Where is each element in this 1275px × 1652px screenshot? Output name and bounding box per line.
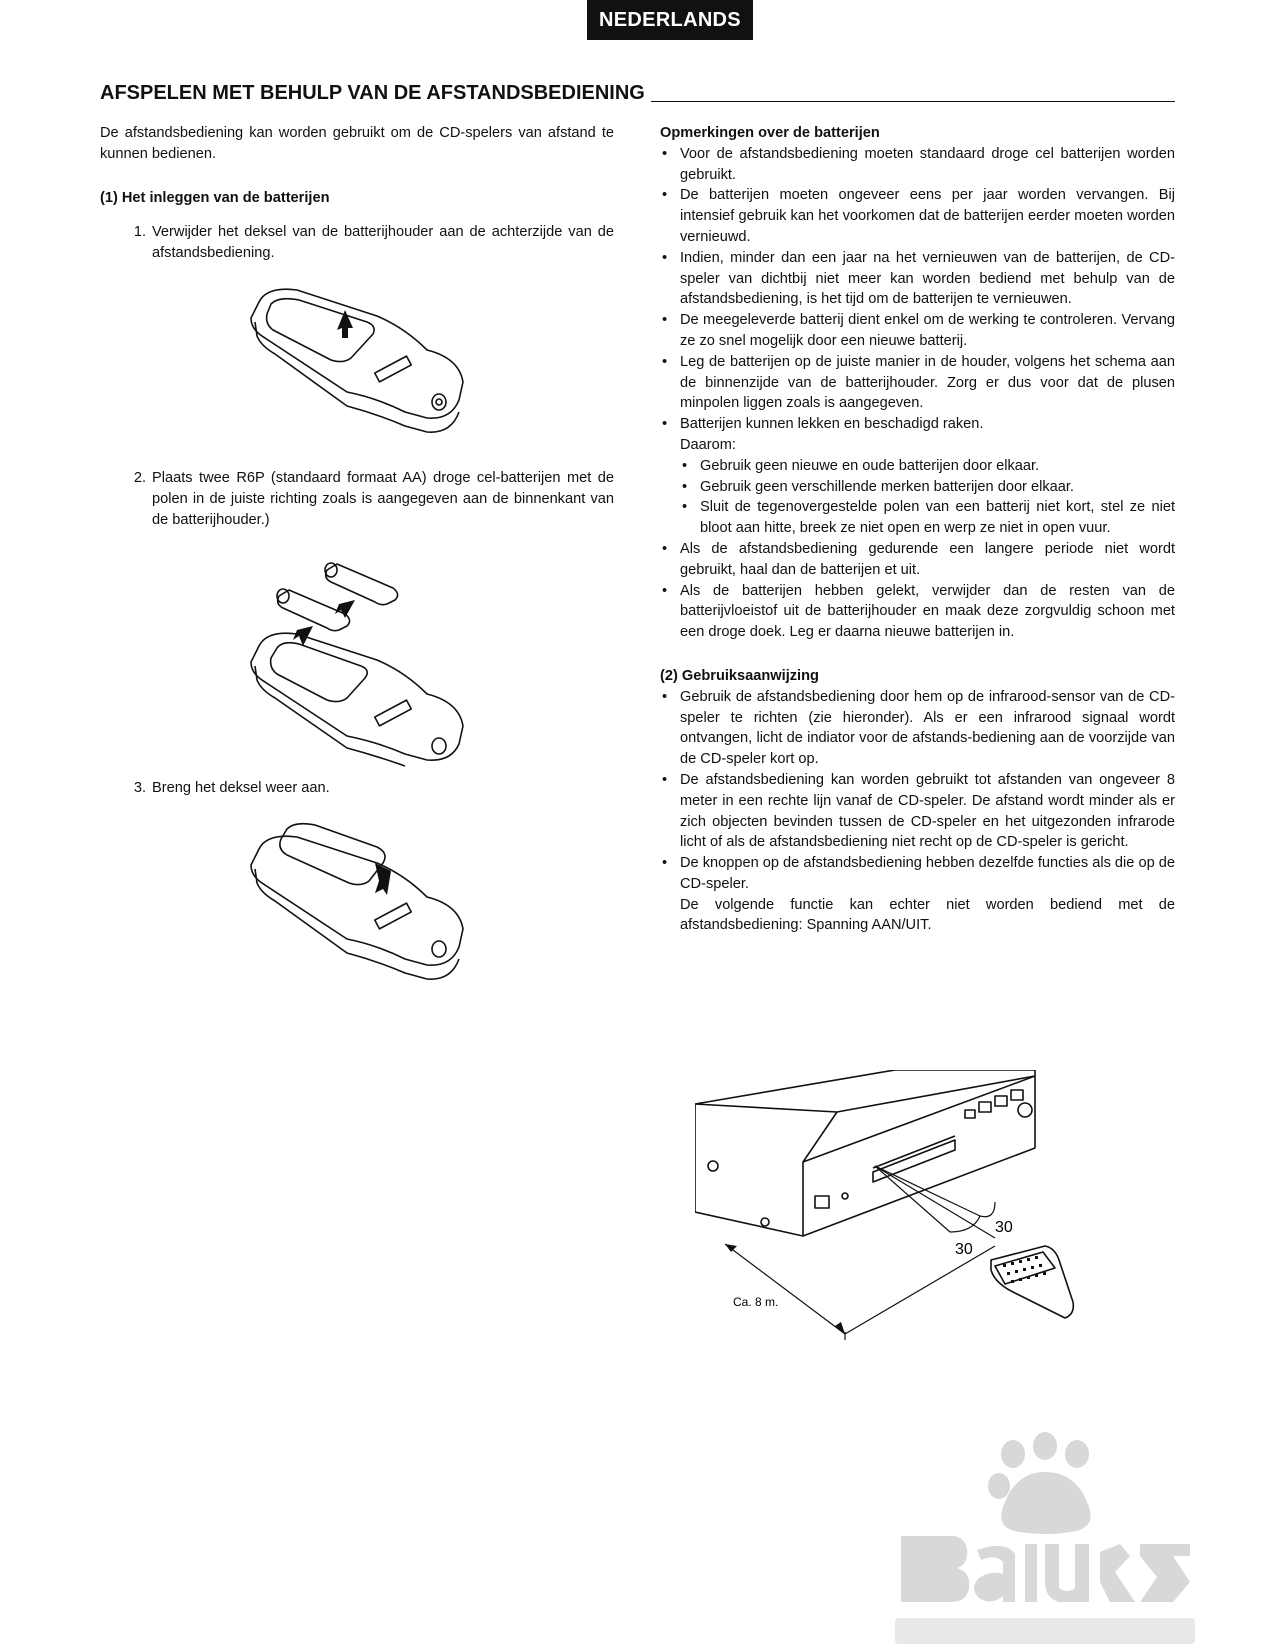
list-item [660,352,1175,414]
player-button [995,1096,1007,1106]
leak-sublist [680,456,1175,539]
list-item [660,414,1175,539]
step-number: 2. [133,469,146,486]
battery-insertion-figure [227,548,487,768]
title-rule [651,101,1175,102]
bullet: • [662,688,668,705]
headphone-jack [842,1193,848,1199]
list-item-text: De batterijen moeten ongeveer eens per jaar worden vervangen. Bij intensief gebruik kan het voorkomen dat de batterijen eerder moeten worden vernieuwd. [680,187,1175,245]
player-button [1011,1090,1023,1100]
notes-heading: Opmerkingen over de batterijen [660,125,880,141]
list-item [660,581,1175,643]
bullet: • [662,145,668,162]
step-text: Plaats twee R6P (standaard formaat AA) droge cel-batterijen met de polen in de juiste richting zoals is aangegeven aan de binnenkant van de batterijhouder.) [152,469,614,528]
usage-list [660,687,1175,937]
cd-player-range-diagram [695,1070,1165,1415]
sub-item [680,497,1175,539]
list-item-text: Leg de batterijen op de juiste manier in de houder, volgens het schema aan de binnenzijde van de batterijhouder. Zorg er dus voor dat de plusen minpolen liggen zoals is aangegeven. [680,353,1175,412]
intro-text: De afstandsbediening kan worden gebruikt om de CD-spelers van afstand te kunnen bedienen. [100,125,614,162]
player-knob [1018,1103,1032,1117]
list-item [660,248,1175,310]
last-item-extra: De volgende functie kan echter niet worden bediend met de afstandsbediening: Spanning AAN/UIT. [680,896,1175,934]
list-item [660,687,1175,770]
list-item [660,185,1175,247]
bullet: • [662,249,668,266]
player-button [965,1110,975,1118]
step-list-3 [100,778,614,799]
list-item-text: Gebruik de afstandsbediening door hem op de infrarood-sensor van de CD-speler te richten (zie hieronder). Als er een infrarood signaal wordt ontvangen, licht de indiator voor de afstands-bediening aan de voorzijde van de CD-speler kort op. [680,688,1175,768]
screw [708,1161,718,1171]
bullet: • [682,457,688,474]
last-item-text: De knoppen op de afstandsbediening hebben dezelfde functies als die op de CD-speler. [680,855,1175,892]
player-button [979,1102,991,1112]
step-item [100,778,614,799]
screw [761,1218,769,1226]
list-item-text: De afstandsbediening kan worden gebruikt tot afstanden van ongeveer 8 meter in een rechte lijn vanaf de CD-speler. De afstand wordt minder als er zich objecten bevinden tussen de CD-speler en het uitgezonden infrarode licht of als de afstandsbediening niet recht op de CD-speler is gericht. [680,771,1175,851]
cd-player-top [695,1070,1035,1112]
power-switch [815,1196,829,1208]
list-item [660,144,1175,186]
bullet: • [662,582,668,599]
leak-daarom: Daarom: [680,436,736,453]
step-number: 1. [133,224,146,241]
remote-control [991,1246,1073,1318]
step-item [100,468,614,530]
sub-item-text: Gebruik geen verschillende merken batterijen door elkaar. [700,478,1074,495]
step-number: 3. [133,780,146,797]
list-item [660,770,1175,853]
bullet: • [662,416,668,433]
list-item [660,853,1175,936]
sub-item-text: Gebruik geen nieuwe en oude batterijen door elkaar. [700,457,1040,474]
baidu-watermark [895,1432,1195,1652]
list-item-text: Als de batterijen hebben gelekt, verwijder dan de resten van de batterijvloeistof uit de batterijhouder en maak deze zorgvuldig schoon met een droge doek. Leg er daarna nieuwe batterijen in. [680,582,1175,641]
step-list [100,222,614,264]
cover-replacement-figure [227,819,487,989]
bullet: • [662,855,668,872]
leak-text: Batterijen kunnen lekken en beschadigd raken. [680,416,984,433]
angle-label: 30 [995,1219,1013,1236]
list-item-text [680,853,1175,936]
step-text: Verwijder het deksel van de batterijhouder aan de achterzijde van de afstandsbediening. [152,224,614,262]
cd-player-front [803,1076,1035,1236]
distance-label: Ca. 8 m. [733,1295,779,1309]
angle-label: 30 [955,1241,973,1258]
list-item-text: Als de afstandsbediening gedurende een langere periode niet wordt gebruikt, haal dan de batterijen et uit. [680,540,1175,578]
list-item [660,539,1175,581]
step-item [100,222,614,264]
section-title-row [100,82,1175,105]
list-item-text: De meegeleverde batterij dient enkel om de werking te controleren. Vervang ze zo snel mogelijk door een nieuwe batterij. [680,312,1175,349]
bullet: • [682,478,688,495]
list-item [660,310,1175,352]
step-text: Breng het deksel weer aan. [152,780,330,797]
list-item-text: Indien, minder dan een jaar na het vernieuwen van de batterijen, de CD-speler van dichtbij niet meer kan worden bediend met behulp van de afstandsbediening, is het tijd om de batterijen te vernieuwen. [680,249,1175,308]
bullet: • [662,312,668,329]
sub-item [680,456,1175,477]
step-list-2 [100,468,614,530]
section2-heading: (2) Gebruiksaanwijzing [660,667,819,684]
bullet: • [682,499,688,516]
sub-item [680,477,1175,498]
list-item-text [680,414,1175,539]
page-title: AFSPELEN MET BEHULP VAN DE AFSTANDSBEDIENING [100,82,645,104]
left-column [100,123,614,989]
right-column [660,123,1175,936]
language-tab: NEDERLANDS [587,0,753,40]
bullet: • [662,771,668,788]
bullet: • [662,353,668,370]
list-item-text: Voor de afstandsbediening moeten standaard droge cel batterijen worden gebruikt. [680,145,1175,183]
sub-item-text: Sluit de tegenovergestelde polen van een batterij niet kort, stel ze niet bloot aan hitte, breek ze niet open en werp ze niet in open vuur. [700,499,1175,537]
bullet: • [662,187,668,204]
section1-heading: (1) Het inleggen van de batterijen [100,189,330,206]
notes-list [660,144,1175,643]
remote-cover-removal-figure [227,278,487,448]
bullet: • [662,540,668,557]
